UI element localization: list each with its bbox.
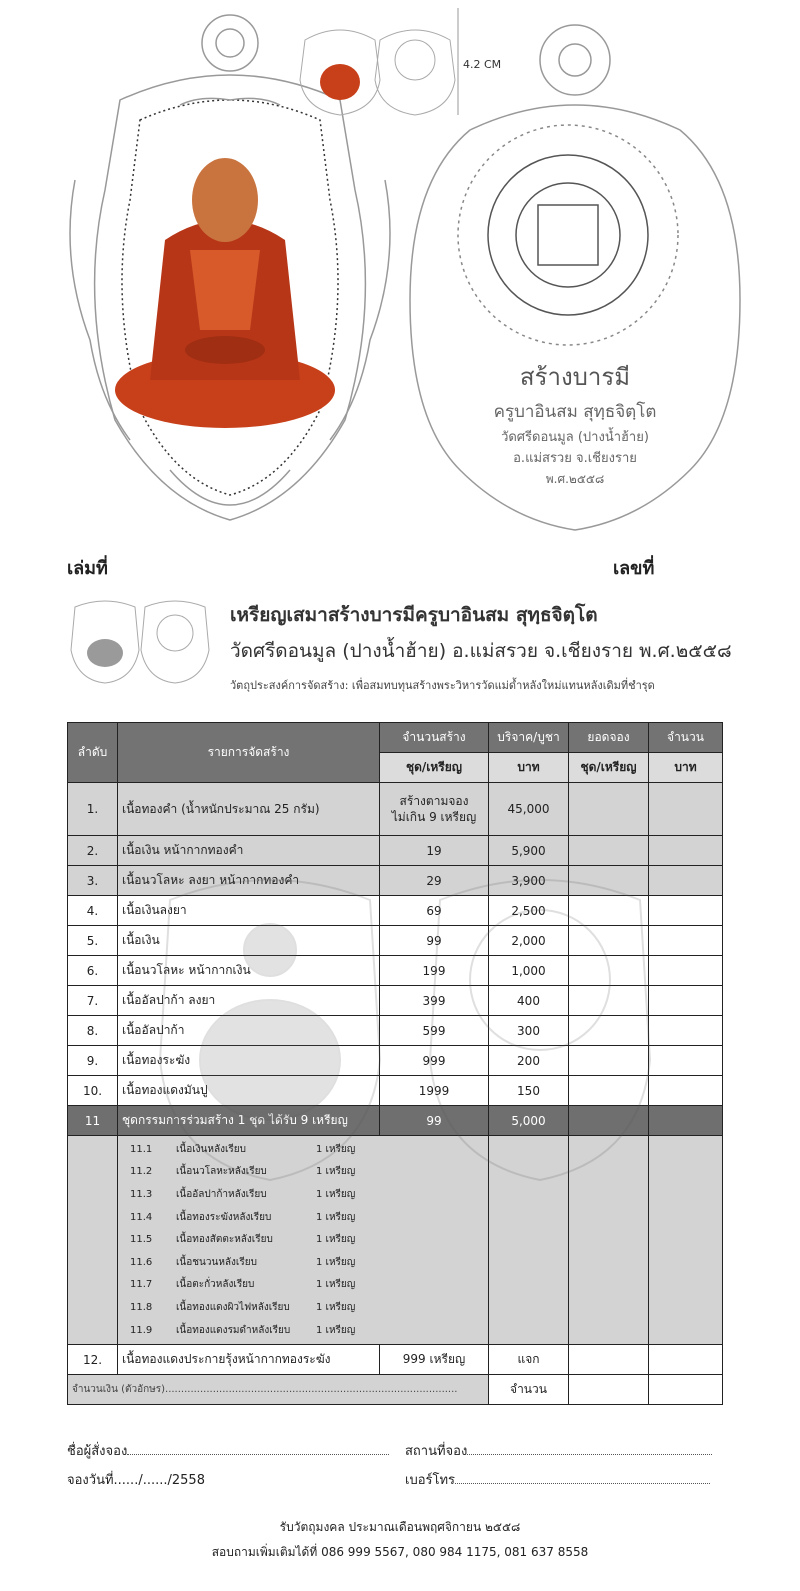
back-title: สร้างบารมี (519, 363, 631, 391)
table-row (68, 956, 723, 986)
row-price: 300 (489, 1016, 569, 1046)
row-reserve-field[interactable] (569, 986, 649, 1016)
list-item: 11.7 เนื้อตะกั่วหลังเรียบ 1 เหรียญ (130, 1279, 356, 1291)
back-temple: วัดศรีดอนมูล (ปางน้ำฮ้าย) (501, 430, 649, 445)
list-item: 11.5 เนื้อทองสัตตะหลังเรียบ 1 เหรียญ (130, 1234, 356, 1246)
row-qty: 399 (380, 986, 489, 1016)
row-price: 150 (489, 1076, 569, 1106)
table-row (68, 986, 723, 1016)
row-price: 5,900 (489, 836, 569, 866)
list-item: 11.9 เนื้อทองแดงรมดำหลังเรียบ 1 เหรียญ (130, 1324, 356, 1336)
orderer-name-field[interactable]: ชื่อผู้สั่งจอง (67, 1440, 389, 1461)
row-qty: 19 (380, 836, 489, 866)
row-no: 3. (68, 866, 118, 896)
row-reserve-field[interactable] (569, 926, 649, 956)
set-items-row (68, 1136, 723, 1345)
list-item: 11.2 เนื้อนวโลหะหลังเรียบ 1 เหรียญ (130, 1166, 356, 1178)
row-item: เนื้อนวโลหะ ลงยา หน้ากากทองคำ (118, 866, 380, 896)
row-item: ชุดกรรมการร่วมสร้าง 1 ชุด ได้รับ 9 เหรียญ (118, 1106, 380, 1136)
row-qty: 99 (380, 926, 489, 956)
row-no: 11 (68, 1106, 118, 1136)
table-row (68, 896, 723, 926)
table-row (68, 1076, 723, 1106)
back-year: พ.ศ.๒๕๕๘ (545, 472, 605, 486)
row-amount-field[interactable] (649, 866, 723, 896)
row-price: แจก (489, 1345, 569, 1375)
receive-note: รับวัตถุมงคล ประมาณเดือนพฤศจิกายน ๒๕๕๘ (279, 1520, 521, 1534)
header-amount: จำนวน (649, 723, 723, 753)
row-qty: 69 (380, 896, 489, 926)
row-reserve-field[interactable] (569, 1016, 649, 1046)
header-qty: จำนวนสร้าง (380, 723, 489, 753)
row-reserve-field[interactable] (569, 1076, 649, 1106)
table-row (68, 1345, 723, 1375)
page-subtitle: วัดศรีดอนมูล (ปางน้ำฮ้าย) อ.แม่สรวย จ.เชียงราย พ.ศ.๒๕๕๘ (230, 640, 732, 662)
order-table (67, 722, 723, 1405)
row-reserve-field[interactable] (569, 1046, 649, 1076)
header-price: บริจาค/บูชา (489, 723, 569, 753)
row-item: เนื้อเงินลงยา (118, 896, 380, 926)
row-no: 1. (68, 783, 118, 836)
row-amount-field[interactable] (649, 1106, 723, 1136)
row-reserve-field[interactable] (569, 866, 649, 896)
row-item: เนื้อนวโลหะ หน้ากากเงิน (118, 956, 380, 986)
total-reserve-field[interactable] (569, 1375, 649, 1405)
list-item: 11.4 เนื้อทองระฆังหลังเรียบ 1 เหรียญ (130, 1211, 356, 1223)
table-row (68, 926, 723, 956)
row-no: 6. (68, 956, 118, 986)
order-date-field[interactable]: จองวันที่....../....../2558 (67, 1473, 205, 1488)
back-name: ครูบาอินสม สุทฺธจิตฺโต (493, 402, 657, 422)
row-price: 200 (489, 1046, 569, 1076)
thumbnail-back (375, 30, 455, 115)
page-title: เหรียญเสมาสร้างบารมีครูบาอินสม สุทฺธจิตฺโต (230, 604, 598, 626)
row-qty: 999 เหรียญ (380, 1345, 489, 1375)
row-price: 5,000 (489, 1106, 569, 1136)
row-qty (380, 783, 489, 836)
header-reserve: ยอดจอง (569, 723, 649, 753)
row-qty: 199 (380, 956, 489, 986)
set-row (68, 1106, 723, 1136)
row-item: เนื้อทองแดงมันปู (118, 1076, 380, 1106)
row-reserve-field[interactable] (569, 1345, 649, 1375)
row-amount-field[interactable] (649, 956, 723, 986)
list-item: 11.8 เนื้อทองแดงผิวไฟหลังเรียบ 1 เหรียญ (130, 1301, 356, 1313)
row-amount-field[interactable] (649, 1016, 723, 1046)
row-price: 1,000 (489, 956, 569, 986)
subheader-reserve: ชุด/เหรียญ (569, 753, 649, 783)
total-text-field[interactable]: จำนวนเงิน (ตัวอักษร)............................................................................................ (68, 1375, 489, 1405)
row-no: 2. (68, 836, 118, 866)
total-amount-field[interactable] (649, 1375, 723, 1405)
row-reserve-field[interactable] (569, 896, 649, 926)
subheader-amount: บาท (649, 753, 723, 783)
table-row (68, 866, 723, 896)
row-price: 3,900 (489, 866, 569, 896)
header-item: รายการจัดสร้าง (118, 723, 380, 783)
row-reserve-field[interactable] (569, 1106, 649, 1136)
row-amount-field[interactable] (649, 986, 723, 1016)
row-price: 2,000 (489, 926, 569, 956)
total-label: จำนวน (489, 1375, 569, 1405)
row-qty: 999 (380, 1046, 489, 1076)
row-amount-field[interactable] (649, 1345, 723, 1375)
row-qty: 99 (380, 1106, 489, 1136)
row-no: 5. (68, 926, 118, 956)
list-item: 11.3 เนื้ออัลปาก้าหลังเรียบ 1 เหรียญ (130, 1188, 356, 1200)
row-item: เนื้อทองคำ (น้ำหนักประมาณ 25 กรัม) (118, 783, 380, 836)
row-no: 8. (68, 1016, 118, 1046)
row-reserve-field[interactable] (569, 836, 649, 866)
contact-info: สอบถามเพิ่มเติมได้ที่ 086 999 5567, 080 984 1175, 081 637 8558 (211, 1545, 589, 1559)
row-amount-field[interactable] (649, 896, 723, 926)
table-header-row (68, 723, 723, 753)
row-no: 4. (68, 896, 118, 926)
table-row (68, 1046, 723, 1076)
book-number-label: เล่มที่ (67, 558, 108, 579)
row-amount-field[interactable] (649, 926, 723, 956)
list-item: 11.1 เนื้อเงินหลังเรียบ 1 เหรียญ (130, 1143, 356, 1155)
table-row (68, 836, 723, 866)
subheader-qty: ชุด/เหรียญ (380, 753, 489, 783)
row-amount-field[interactable] (649, 836, 723, 866)
row-item: เนื้อเงิน หน้ากากทองคำ (118, 836, 380, 866)
serial-number-label: เลขที่ (613, 558, 655, 579)
row-item: เนื้อเงิน (118, 926, 380, 956)
total-row (68, 1375, 723, 1405)
phone-field[interactable]: เบอร์โทร (405, 1469, 710, 1490)
row-price: 400 (489, 986, 569, 1016)
row-price: 45,000 (489, 783, 569, 836)
row-amount-field[interactable] (649, 783, 723, 836)
row-item: เนื้อทองระฆัง (118, 1046, 380, 1076)
row-qty: 599 (380, 1016, 489, 1046)
row-reserve-field[interactable] (569, 783, 649, 836)
row-item: เนื้อทองแดงประกายรุ้งหน้ากากทองระฆัง (118, 1345, 380, 1375)
row-item: เนื้ออัลปาก้า ลงยา (118, 986, 380, 1016)
row-no: 9. (68, 1046, 118, 1076)
subheader-price: บาท (489, 753, 569, 783)
row-amount-field[interactable] (649, 1076, 723, 1106)
purpose-text: วัตถุประสงค์การจัดสร้าง: เพื่อสมทบทุนสร้างพระวิหารวัดแม่ด้ำหลังใหม่แทนหลังเดิมที่ชำรุด (230, 679, 655, 692)
monk-image (115, 158, 335, 428)
heading-thumbnails (65, 595, 215, 687)
list-item: 11.6 เนื้อชนวนหลังเรียบ 1 เหรียญ (130, 1256, 356, 1268)
row-reserve-field[interactable] (569, 956, 649, 986)
row-no: 12. (68, 1345, 118, 1375)
row-no: 7. (68, 986, 118, 1016)
table-row (68, 1016, 723, 1046)
row-qty-line2: ไม่เกิน 9 เหรียญ (391, 810, 477, 824)
row-price: 2,500 (489, 896, 569, 926)
row-qty: 1999 (380, 1076, 489, 1106)
medal-artwork (0, 0, 800, 545)
set-items-list (118, 1136, 489, 1345)
order-place-field[interactable]: สถานที่จอง (405, 1440, 712, 1461)
size-label: 4.2 CM (463, 58, 502, 71)
back-location: อ.แม่สรวย จ.เชียงราย (513, 451, 637, 466)
header-no: ลำดับ (68, 723, 118, 783)
row-item: เนื้ออัลปาก้า (118, 1016, 380, 1046)
row-qty: 29 (380, 866, 489, 896)
table-row (68, 783, 723, 836)
row-no: 10. (68, 1076, 118, 1106)
row-qty-line1: สร้างตามจอง (399, 794, 469, 808)
row-amount-field[interactable] (649, 1046, 723, 1076)
